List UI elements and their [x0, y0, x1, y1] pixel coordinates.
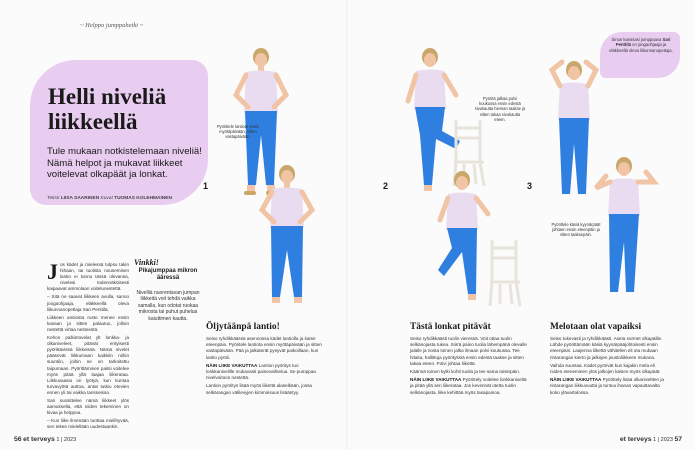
- tip-body: Nivelliä nuorentavan jumpan liikkeitä voit tehdä vaikka samalla, kun odotat ruokaa mikrosta tai puhut puhelua kaiuttimen kautta.: [136, 290, 200, 322]
- section-body-1: [206, 336, 324, 396]
- effect-text: Lantion pyöritys tuo lonkkanivelille mukavasti painevaihtelua. Se pumppaa nivelvoitoon nestettä.: [206, 362, 316, 381]
- byline-photo-label: Kuvat: [100, 196, 113, 201]
- byline-text-label: Teksti: [47, 196, 60, 201]
- folio-right: [620, 436, 682, 443]
- body-column: [47, 259, 129, 432]
- step-instructions: Seiso ryhdikkäästi tuolin vieressä. Voit ottaa tuolin selkänojasta tukea. Siirrä paino tuolia lähempänä olevalle jalalle ja nosta toinen jalka ilmaan polvi koukussa. Tee hitaita, hallittuja pyörityksiä ensin edestä taakse ja sitten takaa eteen. Polvi johtaa liikettä.: [410, 336, 527, 366]
- woman-figure: [262, 165, 312, 303]
- author-note-name: Sari Penttilä: [615, 37, 671, 48]
- body-paragraph: – Sitä ne saavat liikkeen avulla, sanoo joogaohjaaja, eläkkeellä oleva liikunnanopettaja Sari Penttilä.: [47, 294, 129, 312]
- page-gutter: [346, 0, 348, 450]
- body-paragraph: Liikkeen ansiosta rusto menee ensin kasaan ja sitten palautuu, jolloin nestettä virtaa nesteestä.: [47, 314, 129, 332]
- section-title-2: Tästä lonkat pitävät: [410, 322, 491, 332]
- page-number-left: 56: [14, 436, 22, 443]
- step-instructions: Seiso tukevasti ja ryhdikkäästi. Aseta sormet olkapäille. Lähde pyörittämään käsiä kyynärpääjohtoisesti ensin eteenpäin. Laajenna liikettä vähitellen eli ota mukaan rintarangan kierto ja jalkojen joustoliikkeen mukana.: [550, 336, 663, 360]
- woman-figure: [438, 171, 488, 300]
- caption-step-3: Pyörittele käsiä kyynärpäät johtaen ensin eteenpäin ja sitten taaksepäin.: [551, 222, 601, 238]
- step-extra: Lantion pyöritys lisää myös liikettä alaselkään, jossa selkärangan välilevyjen kimmoisuus lisääntyy.: [206, 383, 312, 395]
- figure-hip-circle-2: [252, 162, 322, 312]
- title-line-1: Helli niveliä: [48, 84, 167, 109]
- magazine-name-left: et terveys: [23, 436, 55, 443]
- effect-text: Pyörittely voitelee lonkkaniveltä ja pitää yllä sen liikerataa. Jos kevennät otetta tuolin selkänojasta, liike kehittää myös tasapainoa.: [410, 377, 527, 395]
- step-number-2: 2: [383, 181, 389, 191]
- step-extra: Käännä toinen kylki kohti tuolia ja tee sama toisinpäin.: [410, 369, 521, 375]
- effect-label: NÄIN LIIKE VAIKUTTAA: [410, 377, 462, 383]
- section-title-1: Öljytäänpä lantio!: [206, 322, 280, 332]
- caption-step-2: Pyöritä jalkaa polvi koukussa ensin edestä sivukautta hieman taakse ja sitten takaa sivukautta eteen.: [474, 96, 526, 122]
- page-title: [48, 84, 208, 134]
- issue-left: 1 | 2023: [56, 437, 77, 443]
- woman-figure: [596, 157, 654, 292]
- step-number-3: 3: [527, 181, 533, 191]
- section-body-3: [550, 336, 668, 396]
- tip-subheading: Pikajumppaa mikron ääressä: [138, 268, 198, 281]
- body-paragraph: os kädet ja mielessä tulpsu takin hihaan, tai tuolista nousemisen lantio ei tunnu tässä olevansa, nivelesi todennäköisesti kaipaavat ammolaan voitelunestettä.: [47, 262, 129, 292]
- effect-label: NÄIN LIIKE VAIKUTTAA: [206, 362, 258, 368]
- body-paragraph: – Kun liike ilmenään tuottaa mielihyvää, sen tekee mielellään uudestaankin.: [47, 418, 129, 430]
- author-note-suffix: on joogaohjaaja ja eläkkeellä oleva liikunnanopettaja.: [609, 42, 673, 53]
- title-line-2: liikkeellä: [48, 109, 138, 134]
- step-extra: Vaihda suuntaa. Kädet pyörivät kun kajakin mela eli niiden eteneminen ylös jalkojen käsien myös olkapäät.: [550, 362, 661, 375]
- author-note: [606, 37, 676, 53]
- author-note-prefix: Sinun kanssasi jumppaava: [611, 37, 662, 42]
- chair-2: [486, 238, 524, 308]
- figure-leg-circle-2: [432, 168, 492, 308]
- effect-text: Pyörittely lisää olkaniveltten ja rintarangan liikkuvuutta ja tuntuu ihanan vapauttavalta koko ylävartalossa.: [550, 377, 664, 395]
- byline-photographer: TUOMAS KOLEHMAINEN: [114, 196, 172, 201]
- step-instructions: Seiso ryhdikkäässä asennossa kädet lantiolla ja katse eteenpäin. Pyöritele lantiota ensin myötäpäivään ja sitten vastapäivään. Pää ja jalkaterät pysyvät paikoillaan, kun lantio pyörii.: [206, 336, 322, 360]
- folio-left: [14, 436, 76, 443]
- effect-label: NÄIN LIIKE VAIKUTTAA: [550, 377, 602, 383]
- dropcap: J: [47, 259, 58, 284]
- tip-heading: Vinkki!: [134, 258, 159, 267]
- section-body-2: [410, 336, 528, 396]
- kicker: ~ Helppo jumppahetki ~: [80, 22, 144, 29]
- lead-text: Tule mukaan notkistelemaan niveliä! Nämä helpot ja mukavat liikkeet voitelevat olkapäät ja lonkat.: [47, 146, 202, 180]
- body-paragraph: Sari suosittelee nämä liikkeet ylös aamuksella, että niiden tekeminen on kivaa ja helppoa.: [47, 397, 129, 416]
- section-title-3: Melotaan olat vapaiksi: [550, 322, 642, 332]
- byline: [47, 196, 172, 201]
- magazine-name-right: et terveys: [619, 436, 652, 443]
- step-number-1: 1: [203, 181, 209, 191]
- body-paragraph: Kehon palkintovelat ylt lonkka- ja olkaniveleet, pitävät erityisesti pyörittävissä liikkeissä. Nämä nivelet pääsevät liikkumaan kaikkiin niihin suuntiin, joihin ne on tarkoitettu taipumaan. Pyörittäminen paitsi voitelee myös pitää yllä laajaa liikerataa. Liikkuvaasia on lyötyä, kun kuntaa turvavyötä auttoa, antat tutkiu etevien ennen yli tai vaikka tansseissa.: [47, 335, 129, 395]
- page-number-right: 57: [674, 436, 682, 443]
- caption-step-1: Pyörittele lantiota ensin myötäpäivään, sitten vastapäivään.: [216, 124, 260, 140]
- issue-right: 1 | 2023: [653, 437, 673, 443]
- byline-author: LIISA SAARINEN: [60, 196, 100, 201]
